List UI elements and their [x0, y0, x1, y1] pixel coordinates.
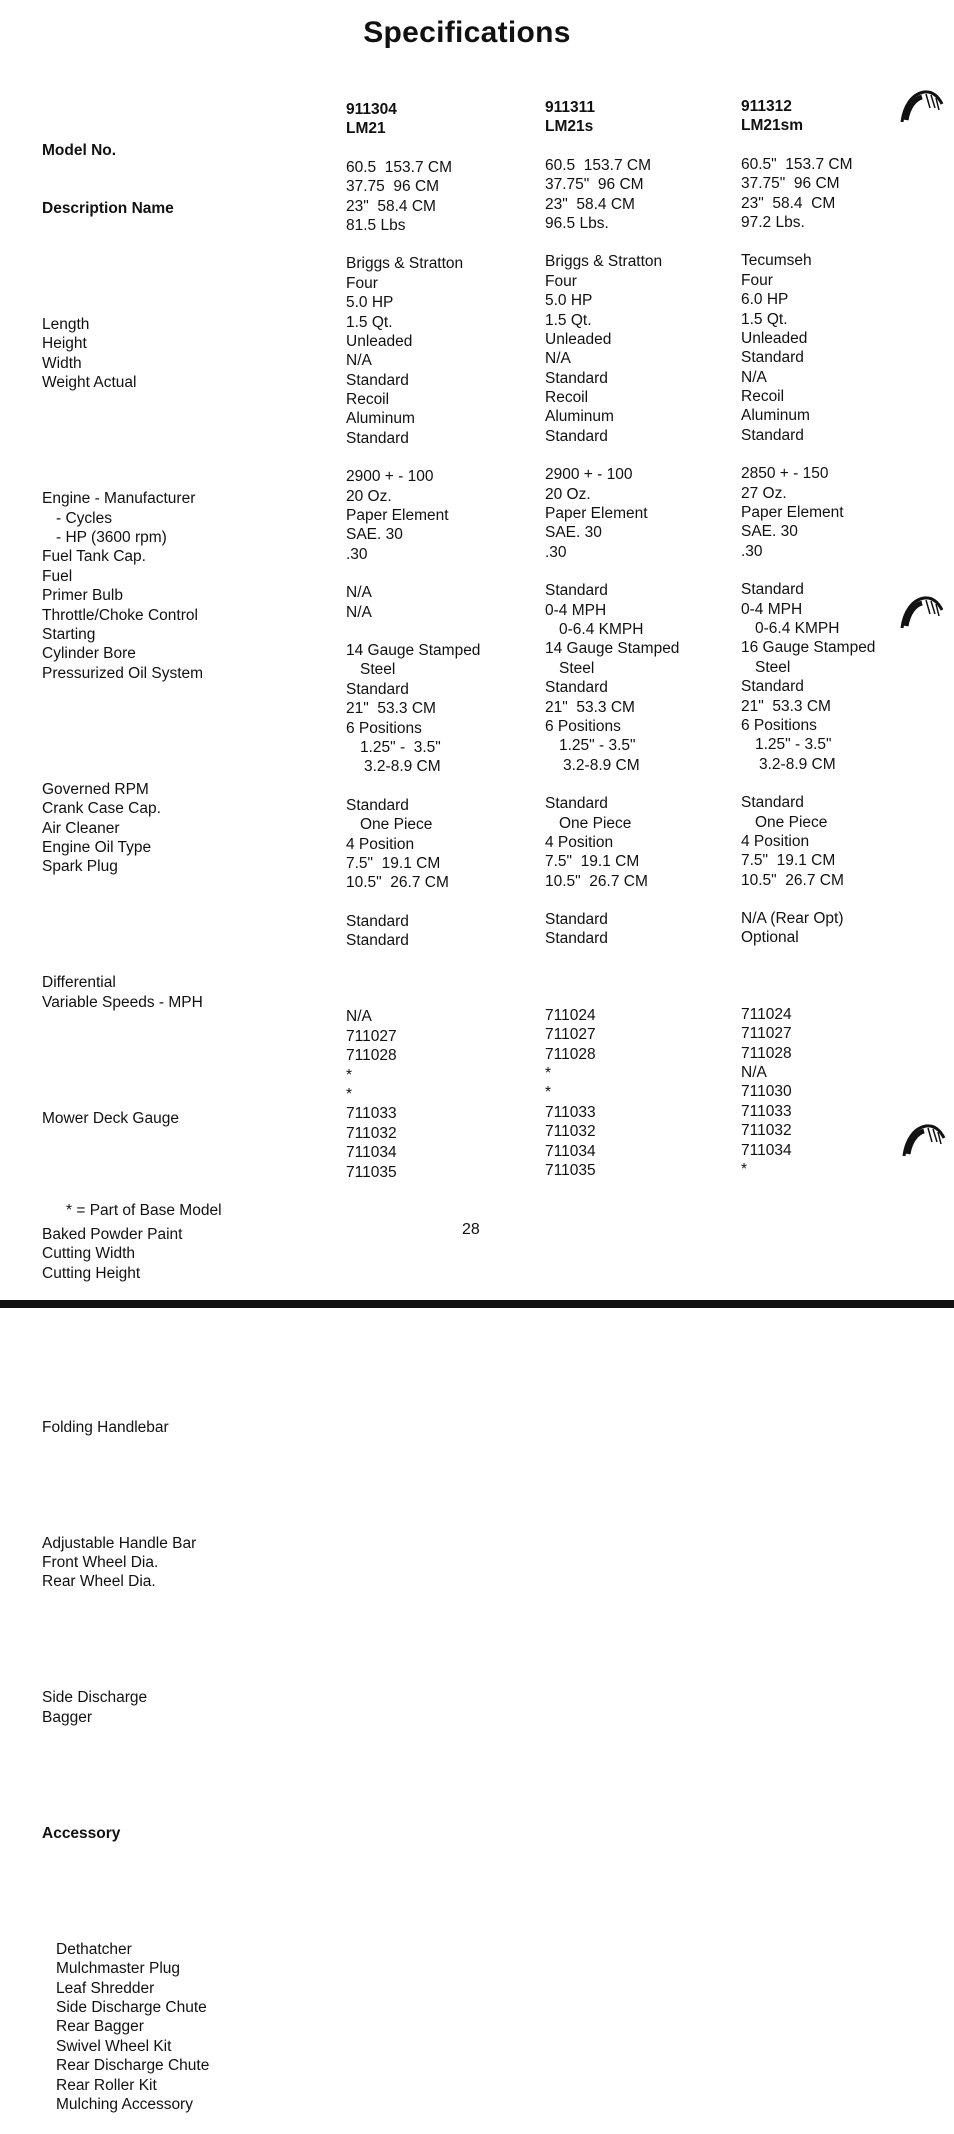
spec-label: Fuel Tank Cap.: [42, 548, 146, 566]
accessory-heading: Accessory: [42, 1824, 121, 1842]
spec-value: Briggs & Stratton: [545, 253, 663, 271]
spec-value: 6 Positions: [545, 717, 621, 735]
spec-value: 37.75 96 CM: [346, 178, 440, 196]
spec-value: 10.5" 26.7 CM: [346, 874, 449, 892]
spec-value: 1.5 Qt.: [741, 310, 788, 328]
spec-label: Side Discharge Chute: [56, 1998, 207, 2016]
spec-value: 711028: [545, 1045, 596, 1063]
spec-value: Briggs & Stratton: [346, 255, 464, 273]
spec-value: 711024: [741, 1005, 792, 1023]
spec-label: - HP (3600 rpm): [56, 529, 167, 546]
spec-value: Aluminum: [346, 410, 415, 428]
spec-label: Cutting Width: [42, 1245, 136, 1263]
spec-label: Variable Speeds - MPH: [42, 993, 203, 1011]
spec-value: 37.75" 96 CM: [741, 175, 840, 193]
spec-label: Width: [42, 354, 82, 372]
spec-value: 711030: [741, 1083, 792, 1101]
spec-label: Leaf Shredder: [56, 1979, 155, 1997]
spec-value: One Piece: [360, 816, 433, 834]
spec-value: SAE. 30: [346, 526, 403, 544]
spec-value: 10.5" 26.7 CM: [545, 872, 648, 890]
spec-value: .30: [346, 545, 368, 563]
spec-value: 0-4 MPH: [545, 601, 607, 619]
model-column-911312: [741, 97, 875, 1179]
spec-label: Spark Plug: [42, 858, 118, 876]
spec-value: 911311: [545, 99, 596, 116]
spec-value: 7.5" 19.1 CM: [346, 854, 441, 872]
spec-value: 4 Position: [346, 835, 415, 853]
spec-value: 7.5" 19.1 CM: [545, 853, 640, 871]
spec-value: LM21s: [545, 118, 594, 136]
spec-value: 711032: [741, 1122, 792, 1140]
spec-value: N/A: [741, 1064, 767, 1082]
spec-value: 20 Oz.: [545, 485, 591, 503]
spec-value: Standard: [545, 427, 608, 445]
spec-label: Starting: [42, 625, 96, 643]
spec-label: Rear Roller Kit: [56, 2076, 157, 2094]
spec-value: LM21sm: [741, 117, 804, 135]
spec-value: Standard: [741, 678, 804, 696]
spec-value: 27 Oz.: [741, 484, 787, 502]
spec-value: 3.2-8.9 CM: [563, 756, 640, 774]
spec-value: 711033: [545, 1103, 596, 1121]
spec-label: Fuel: [42, 567, 73, 585]
spec-value: 10.5" 26.7 CM: [741, 871, 844, 889]
spec-value: 7.5" 19.1 CM: [741, 852, 836, 870]
spec-value: Standard: [545, 795, 608, 813]
spec-label: Governed RPM: [42, 780, 149, 798]
spec-value: Aluminum: [545, 408, 614, 426]
spec-value: 21" 53.3 CM: [741, 697, 831, 715]
spec-value: Standard: [545, 930, 608, 948]
spec-value: 23" 58.4 CM: [346, 197, 436, 215]
spec-label: Mower Deck Gauge: [42, 1109, 179, 1127]
spec-value: 23" 58.4 CM: [545, 195, 635, 213]
spec-value: 1.5 Qt.: [346, 313, 393, 331]
spec-value: Recoil: [346, 391, 390, 409]
spec-value: 2900 + - 100: [545, 466, 633, 484]
spec-label: Rear Discharge Chute: [56, 2057, 210, 2075]
label-group-8: [42, 1534, 209, 1592]
spec-value: 0-6.4 KMPH: [559, 620, 644, 638]
spec-value: *: [545, 1065, 552, 1083]
spec-label: Air Cleaner: [42, 819, 120, 837]
spec-value: Unleaded: [346, 332, 413, 350]
spec-value: 711027: [741, 1025, 792, 1043]
spec-value: 14 Gauge Stamped: [545, 640, 680, 658]
spec-value: Steel: [559, 659, 595, 677]
spec-label: Mulchmaster Plug: [56, 1960, 181, 1978]
spec-label: Pressurized Oil System: [42, 664, 204, 682]
spec-value: Standard: [545, 369, 608, 387]
spec-value: LM21: [346, 120, 386, 138]
spec-value: Standard: [741, 349, 804, 367]
spec-value: 60.5 153.7 CM: [346, 158, 452, 176]
spec-value: 711035: [346, 1163, 397, 1181]
spec-value: N/A: [346, 603, 372, 621]
spec-value: 3.2-8.9 CM: [364, 758, 441, 776]
spec-value: 6.0 HP: [741, 291, 789, 309]
spec-value: N/A: [545, 350, 571, 368]
spec-label: Length: [42, 316, 90, 334]
spec-label: Baked Powder Paint: [42, 1225, 183, 1243]
spec-value: Paper Element: [346, 507, 449, 525]
spec-value: 23" 58.4 CM: [741, 194, 836, 212]
label-group-4: [42, 973, 209, 1012]
spec-value: 711035: [545, 1161, 596, 1179]
footnote: * = Part of Base Model: [66, 1202, 222, 1219]
spec-value: *: [346, 1086, 353, 1104]
model-column-911311: [545, 98, 679, 1180]
spec-value: 16 Gauge Stamped: [741, 639, 876, 657]
spec-value: 1.5 Qt.: [545, 311, 592, 329]
spec-value: SAE. 30: [741, 523, 798, 541]
spec-label: Swivel Wheel Kit: [56, 2037, 172, 2055]
spec-value: Steel: [360, 661, 396, 679]
spec-label: Mulching Accessory: [56, 2095, 193, 2113]
spec-value: 37.75" 96 CM: [545, 176, 644, 194]
spec-label: Differential: [42, 974, 116, 992]
model-column-911304: [346, 100, 480, 1182]
spec-value: Four: [346, 274, 378, 292]
spec-value: 711027: [346, 1027, 397, 1045]
spec-label: Bagger: [42, 1708, 92, 1726]
label-group-9: [42, 1688, 209, 1727]
spec-value: 711032: [545, 1123, 596, 1141]
spec-value: Four: [545, 272, 577, 290]
spec-value: 711028: [741, 1044, 792, 1062]
spec-value: Steel: [755, 658, 791, 676]
spec-label: Front Wheel Dia.: [42, 1553, 159, 1571]
spec-value: Recoil: [741, 388, 785, 406]
description-name-label: Description Name: [42, 200, 174, 218]
spec-value: *: [346, 1066, 353, 1084]
spec-value: 6 Positions: [741, 716, 817, 734]
spec-value: 60.5" 153.7 CM: [741, 155, 853, 173]
spec-value: 711033: [346, 1105, 397, 1123]
spec-label: Folding Handlebar: [42, 1418, 169, 1436]
spec-value: 60.5 153.7 CM: [545, 156, 651, 174]
label-group-6: [42, 1225, 209, 1283]
spec-value: Standard: [346, 932, 409, 950]
spec-value: 81.5 Lbs: [346, 216, 406, 234]
spec-value: N/A (Rear Opt): [741, 910, 844, 928]
spec-label: Throttle/Choke Control: [42, 606, 198, 624]
spec-value: SAE. 30: [545, 524, 602, 542]
spec-label: Engine - Manufacturer: [42, 490, 196, 508]
label-group-2: [42, 489, 209, 683]
spec-value: 5.0 HP: [346, 294, 394, 312]
spec-value: 97.2 Lbs.: [741, 213, 805, 231]
label-group-10: [42, 1940, 209, 2115]
binder-hole-mark: [898, 590, 946, 630]
spec-value: Standard: [346, 371, 409, 389]
spec-value: 4 Position: [545, 833, 614, 851]
spec-label: Cylinder Bore: [42, 645, 136, 663]
label-group-5: [42, 1109, 209, 1128]
spec-value: 911304: [346, 101, 397, 118]
spec-label: Cutting Height: [42, 1264, 141, 1282]
spec-value: Four: [741, 271, 773, 289]
spec-value: 4 Position: [741, 832, 810, 850]
label-group-3: [42, 780, 209, 877]
spec-value: Recoil: [545, 389, 589, 407]
spec-value: 3.2-8.9 CM: [759, 755, 836, 773]
spec-value: N/A: [346, 584, 372, 602]
spec-label: Crank Case Cap.: [42, 800, 161, 818]
spec-value: 0-4 MPH: [741, 600, 803, 618]
label-group-1: [42, 315, 209, 393]
spec-label: Primer Bulb: [42, 587, 123, 605]
spec-value: N/A: [346, 352, 372, 370]
binder-hole-mark: [898, 86, 946, 126]
spec-value: 711034: [346, 1144, 397, 1162]
spec-value: *: [741, 1160, 748, 1178]
spec-value: 711027: [545, 1026, 596, 1044]
spec-label: Dethatcher: [56, 1940, 132, 1958]
spec-value: Standard: [346, 680, 409, 698]
spec-value: One Piece: [559, 814, 632, 832]
spec-value: 21" 53.3 CM: [346, 700, 436, 718]
bottom-rule: [0, 1300, 954, 1308]
spec-value: 6 Positions: [346, 719, 422, 737]
spec-value: 911312: [741, 98, 792, 115]
spec-label: Rear Wheel Dia.: [42, 1573, 156, 1591]
spec-value: 711034: [741, 1141, 792, 1159]
spec-value: 1.25" - 3.5": [755, 736, 832, 754]
spec-value: Standard: [545, 911, 608, 929]
spec-value: Paper Element: [741, 504, 844, 522]
page-title: Specifications: [363, 16, 571, 49]
spec-value: Standard: [346, 796, 409, 814]
model-no-label: Model No.: [42, 141, 117, 159]
labels-column: [42, 102, 209, 2134]
spec-value: Optional: [741, 929, 799, 947]
spec-value: 711024: [545, 1006, 596, 1024]
spec-value: 96.5 Lbs.: [545, 214, 609, 232]
spec-value: Tecumseh: [741, 252, 812, 270]
binder-hole-mark: [900, 1118, 948, 1158]
spec-value: 0-6.4 KMPH: [755, 619, 840, 637]
spec-value: 14 Gauge Stamped: [346, 641, 481, 659]
spec-value: Standard: [545, 582, 608, 600]
spec-value: N/A: [741, 368, 767, 386]
spec-value: *: [545, 1084, 552, 1102]
spec-label: Engine Oil Type: [42, 838, 152, 856]
spec-label: Adjustable Handle Bar: [42, 1534, 197, 1552]
spec-value: One Piece: [755, 813, 828, 831]
label-group-7: [42, 1418, 209, 1437]
spec-label: Height: [42, 335, 87, 353]
spec-value: Standard: [545, 679, 608, 697]
spec-value: N/A: [346, 1008, 372, 1026]
spec-label: Weight Actual: [42, 374, 137, 392]
spec-value: Standard: [346, 429, 409, 447]
spec-value: 711028: [346, 1047, 397, 1065]
spec-value: 711032: [346, 1124, 397, 1142]
spec-value: Standard: [346, 912, 409, 930]
spec-value: Standard: [741, 581, 804, 599]
spec-label: - Cycles: [56, 509, 112, 527]
spec-value: 711033: [741, 1102, 792, 1120]
spec-value: Paper Element: [545, 505, 648, 523]
spec-value: Standard: [741, 426, 804, 444]
spec-value: Standard: [741, 794, 804, 812]
spec-value: Unleaded: [545, 330, 612, 348]
spec-value: 2900 + - 100: [346, 468, 434, 486]
spec-value: 20 Oz.: [346, 487, 392, 505]
spec-value: 5.0 HP: [545, 292, 593, 310]
spec-value: 21" 53.3 CM: [545, 698, 635, 716]
spec-value: .30: [741, 542, 763, 560]
spec-value: .30: [545, 543, 567, 561]
spec-value: 2850 + - 150: [741, 465, 829, 483]
spec-value: 1.25" - 3.5": [559, 737, 636, 755]
spec-value: 711034: [545, 1142, 596, 1160]
spec-value: Aluminum: [741, 407, 810, 425]
spec-label: Side Discharge: [42, 1689, 148, 1707]
spec-value: 1.25" - 3.5": [360, 738, 441, 756]
spec-value: Unleaded: [741, 329, 808, 347]
page-number: 28: [462, 1221, 480, 1238]
spec-label: Rear Bagger: [56, 2018, 144, 2036]
